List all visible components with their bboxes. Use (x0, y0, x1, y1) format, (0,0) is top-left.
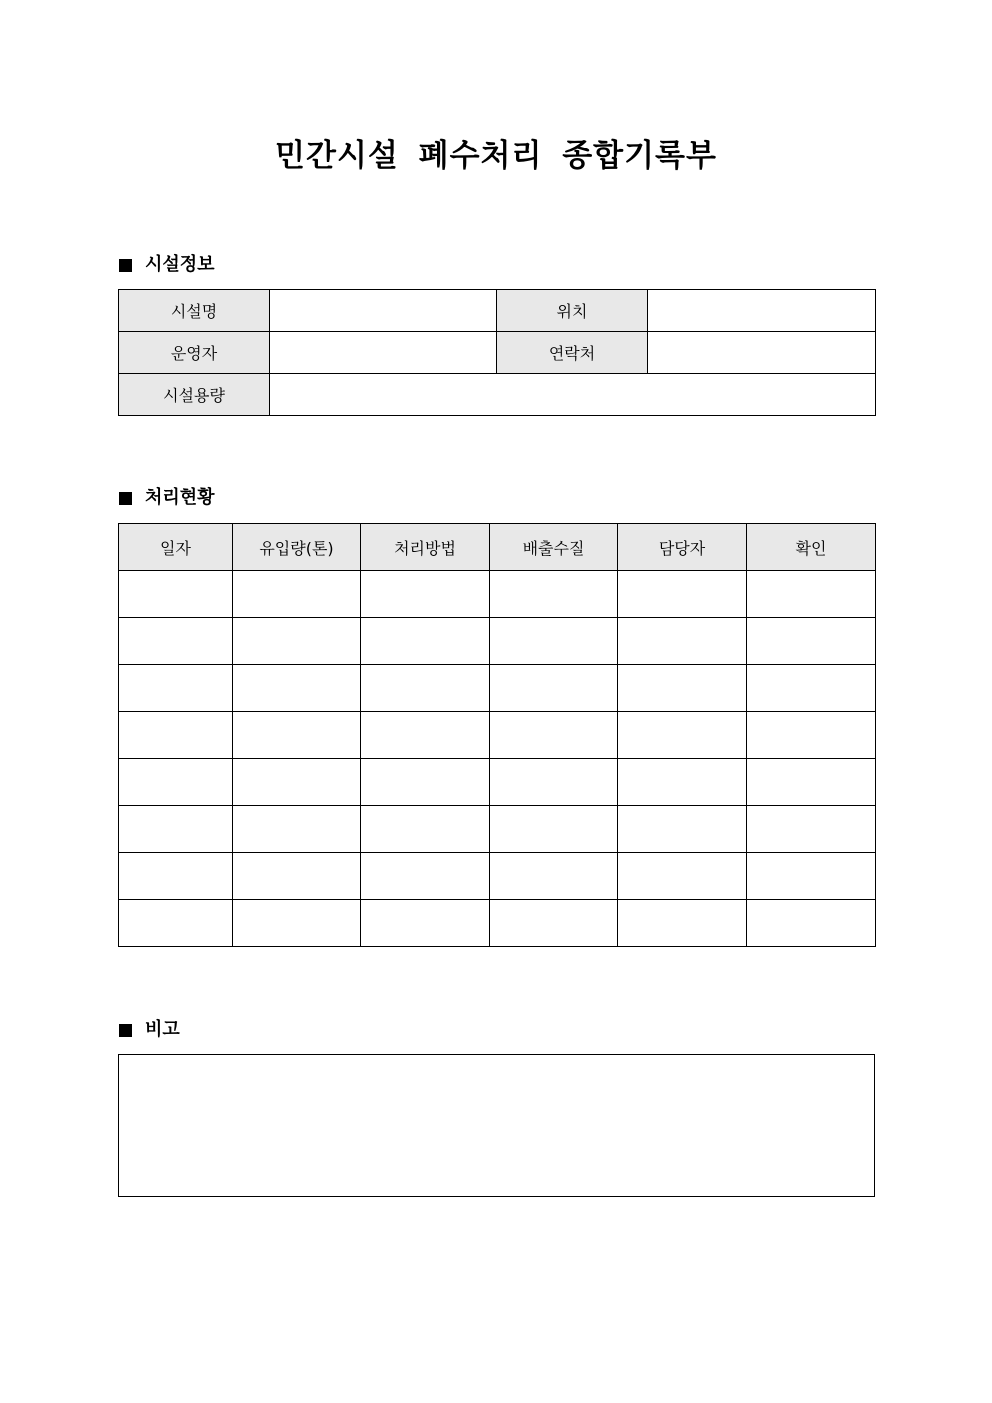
remarks-field[interactable] (118, 1054, 875, 1197)
table-cell[interactable] (747, 900, 876, 947)
table-cell[interactable] (119, 853, 233, 900)
table-row (119, 332, 876, 374)
column-header-manager: 담당자 (618, 524, 747, 571)
operator-label: 운영자 (119, 332, 270, 374)
table-cell[interactable] (233, 900, 361, 947)
table-cell[interactable] (119, 571, 233, 618)
column-header-date: 일자 (119, 524, 233, 571)
table-cell[interactable] (119, 712, 233, 759)
page-title: 민간시설 폐수처리 종합기록부 (275, 138, 717, 174)
table-cell[interactable] (119, 618, 233, 665)
table-cell[interactable] (747, 759, 876, 806)
table-cell[interactable] (361, 571, 490, 618)
table-cell[interactable] (233, 665, 361, 712)
table-cell[interactable] (361, 665, 490, 712)
table-cell[interactable] (119, 806, 233, 853)
table-cell[interactable] (361, 712, 490, 759)
table-cell[interactable] (490, 571, 618, 618)
table-cell[interactable] (747, 571, 876, 618)
table-row (119, 853, 876, 900)
table-cell[interactable] (618, 712, 747, 759)
table-cell[interactable] (361, 806, 490, 853)
table-cell[interactable] (618, 806, 747, 853)
column-header-inflow: 유입량(톤) (233, 524, 361, 571)
table-cell[interactable] (361, 759, 490, 806)
table-row (119, 374, 876, 416)
table-row (119, 571, 876, 618)
table-cell[interactable] (119, 665, 233, 712)
table-cell[interactable] (119, 759, 233, 806)
facility-name-label: 시설명 (119, 290, 270, 332)
contact-label: 연락처 (497, 332, 648, 374)
table-header-row (119, 524, 876, 571)
table-row (119, 900, 876, 947)
square-bullet-icon (119, 1024, 132, 1037)
table-cell[interactable] (361, 853, 490, 900)
table-cell[interactable] (233, 806, 361, 853)
table-row (119, 618, 876, 665)
square-bullet-icon (119, 492, 132, 505)
table-cell[interactable] (361, 618, 490, 665)
treatment-records-table (118, 523, 876, 947)
table-row (119, 806, 876, 853)
table-cell[interactable] (618, 900, 747, 947)
location-field[interactable] (648, 290, 876, 332)
table-cell[interactable] (233, 712, 361, 759)
table-cell[interactable] (747, 712, 876, 759)
table-cell[interactable] (618, 571, 747, 618)
table-cell[interactable] (618, 665, 747, 712)
facility-name-field[interactable] (270, 290, 497, 332)
capacity-field[interactable] (270, 374, 876, 416)
column-header-discharge-quality: 배출수질 (490, 524, 618, 571)
remarks-section-title: 비고 (145, 1019, 180, 1040)
table-cell[interactable] (490, 806, 618, 853)
facility-section-heading (119, 253, 215, 277)
table-cell[interactable] (233, 618, 361, 665)
table-cell[interactable] (490, 618, 618, 665)
records-section-title: 처리현황 (145, 487, 215, 508)
table-cell[interactable] (618, 618, 747, 665)
table-cell[interactable] (490, 900, 618, 947)
table-cell[interactable] (490, 712, 618, 759)
facility-info-table (118, 289, 876, 416)
table-cell[interactable] (490, 759, 618, 806)
table-cell[interactable] (618, 759, 747, 806)
capacity-label: 시설용량 (119, 374, 270, 416)
contact-field[interactable] (648, 332, 876, 374)
table-cell[interactable] (490, 853, 618, 900)
table-cell[interactable] (747, 806, 876, 853)
column-header-method: 처리방법 (361, 524, 490, 571)
table-cell[interactable] (747, 853, 876, 900)
table-row (119, 665, 876, 712)
table-cell[interactable] (233, 571, 361, 618)
table-cell[interactable] (233, 759, 361, 806)
operator-field[interactable] (270, 332, 497, 374)
table-row (119, 712, 876, 759)
records-section-heading (119, 486, 215, 510)
column-header-confirm: 확인 (747, 524, 876, 571)
table-cell[interactable] (119, 900, 233, 947)
table-cell[interactable] (490, 665, 618, 712)
location-label: 위치 (497, 290, 648, 332)
table-cell[interactable] (747, 618, 876, 665)
square-bullet-icon (119, 259, 132, 272)
remarks-section-heading (119, 1018, 180, 1042)
table-cell[interactable] (361, 900, 490, 947)
facility-section-title: 시설정보 (145, 254, 215, 275)
table-row (119, 290, 876, 332)
table-cell[interactable] (618, 853, 747, 900)
table-cell[interactable] (233, 853, 361, 900)
table-cell[interactable] (747, 665, 876, 712)
table-row (119, 759, 876, 806)
